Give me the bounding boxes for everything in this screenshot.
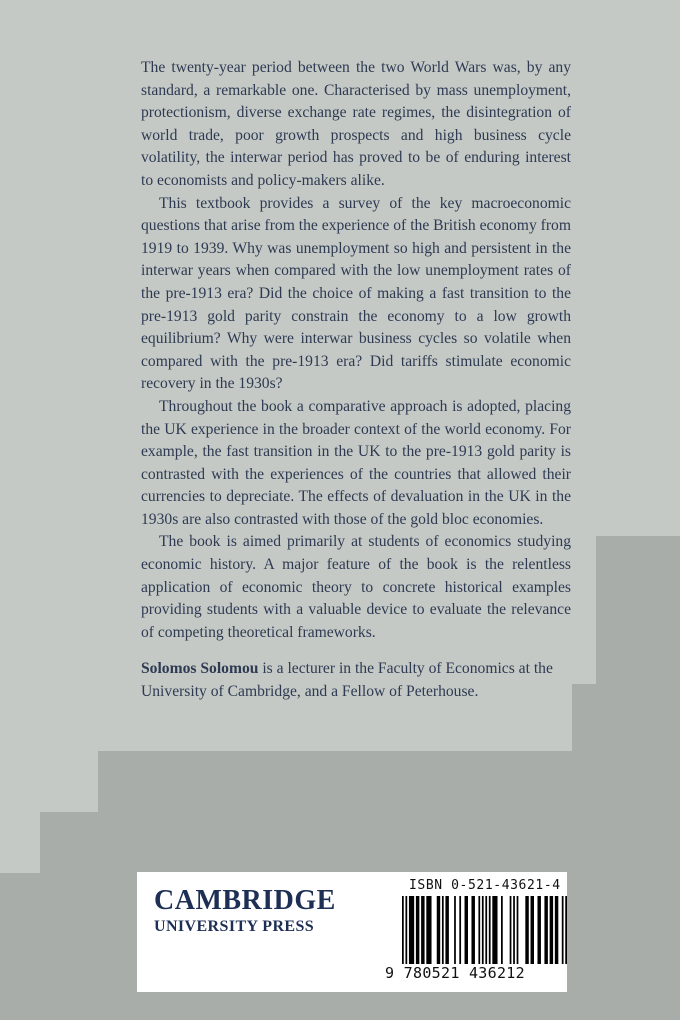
barcode-bar <box>426 896 431 964</box>
author-bio <box>141 658 571 703</box>
barcode-bar <box>482 896 484 964</box>
publisher-panel <box>137 872 567 992</box>
barcode-bar <box>421 896 424 964</box>
barcode-bar <box>445 896 448 964</box>
isbn-label: ISBN 0-521-43621-4 <box>409 878 561 893</box>
barcode-bar <box>489 896 491 964</box>
publisher-name: CAMBRIDGE <box>154 885 336 916</box>
barcode-bar <box>537 896 540 964</box>
barcode-bar <box>517 896 519 964</box>
barcode-bar <box>501 896 503 964</box>
author-bio-text: is a lecturer in the Faculty of Economics at the University of Cambridge, and a Fellow of Peterhouse. <box>141 660 553 701</box>
barcode-bar <box>562 896 564 964</box>
barcode-bar <box>478 896 480 964</box>
blurb-paragraph-3: Throughout the book a comparative approach is adopted, placing the UK experience in the broader context of the world economy. For example, the fast transition in the UK to the pre-1913 gold parity is contrasted with the experiences of the countries that allowed their currencies to depreciate. The effects of devaluation in the UK in the 1930s are also contrasted with those of the gold bloc economies. <box>141 397 571 528</box>
author-name: Solomos Solomou <box>141 660 259 678</box>
blurb-paragraph-2: This textbook provides a survey of the key macroeconomic questions that arise from the experience of the British economy from 1919 to 1939. Why was unemployment so high and persistent in the interwar years when compared with the low unemployment rates of the pre-1913 era? Did the choice of making a fast transition to the pre-1913 gold parity constrain the economy to a low growth equilibrium? Why were interwar business cycles so volatile when compared with the pre-1913 era? Did tariffs stimulate economic recovery in the 1930s? <box>141 194 571 393</box>
barcode-digits: 9 780521 436212 <box>385 964 525 982</box>
barcode-bar <box>465 896 468 964</box>
barcode-bar <box>510 896 512 964</box>
barcode-bar <box>555 896 558 964</box>
barcode-bar <box>492 896 497 964</box>
barcode-bar <box>442 896 444 964</box>
barcode-bar <box>454 896 456 964</box>
barcode-bar <box>485 896 487 964</box>
barcode-bar <box>471 896 474 964</box>
barcode-bar <box>405 896 407 964</box>
barcode-bar <box>565 896 567 964</box>
barcode <box>402 896 567 964</box>
blurb-paragraph-1: The twenty-year period between the two World Wars was, by any standard, a remarkable one. Characterised by mass unemployment, protectionism, diverse exchange rate regimes, the disintegration of world trade, poor growth prospects and high business cycle volatility, the interwar period has proved to be of enduring interest to economists and policy-makers alike. <box>141 59 571 189</box>
publisher-logo <box>154 886 336 936</box>
barcode-bar <box>544 896 547 964</box>
barcode-bar <box>416 896 419 964</box>
barcode-bar <box>402 896 404 964</box>
barcode-bar <box>525 896 528 964</box>
barcode-bar <box>437 896 440 964</box>
barcode-bar <box>409 896 414 964</box>
back-cover-blurb <box>141 57 571 704</box>
barcode-bar <box>459 896 461 964</box>
blurb-paragraph-4: The book is aimed primarily at students of economics studying economic history. A major feature of the book is the relentless application of economic theory to concrete historical examples providing students with a valuable device to evaluate the relevance of competing theoretical frameworks. <box>141 533 571 641</box>
barcode-bar <box>531 896 534 964</box>
barcode-bar <box>513 896 515 964</box>
barcode-bar <box>550 896 553 964</box>
publisher-subtitle: UNIVERSITY PRESS <box>154 918 315 935</box>
